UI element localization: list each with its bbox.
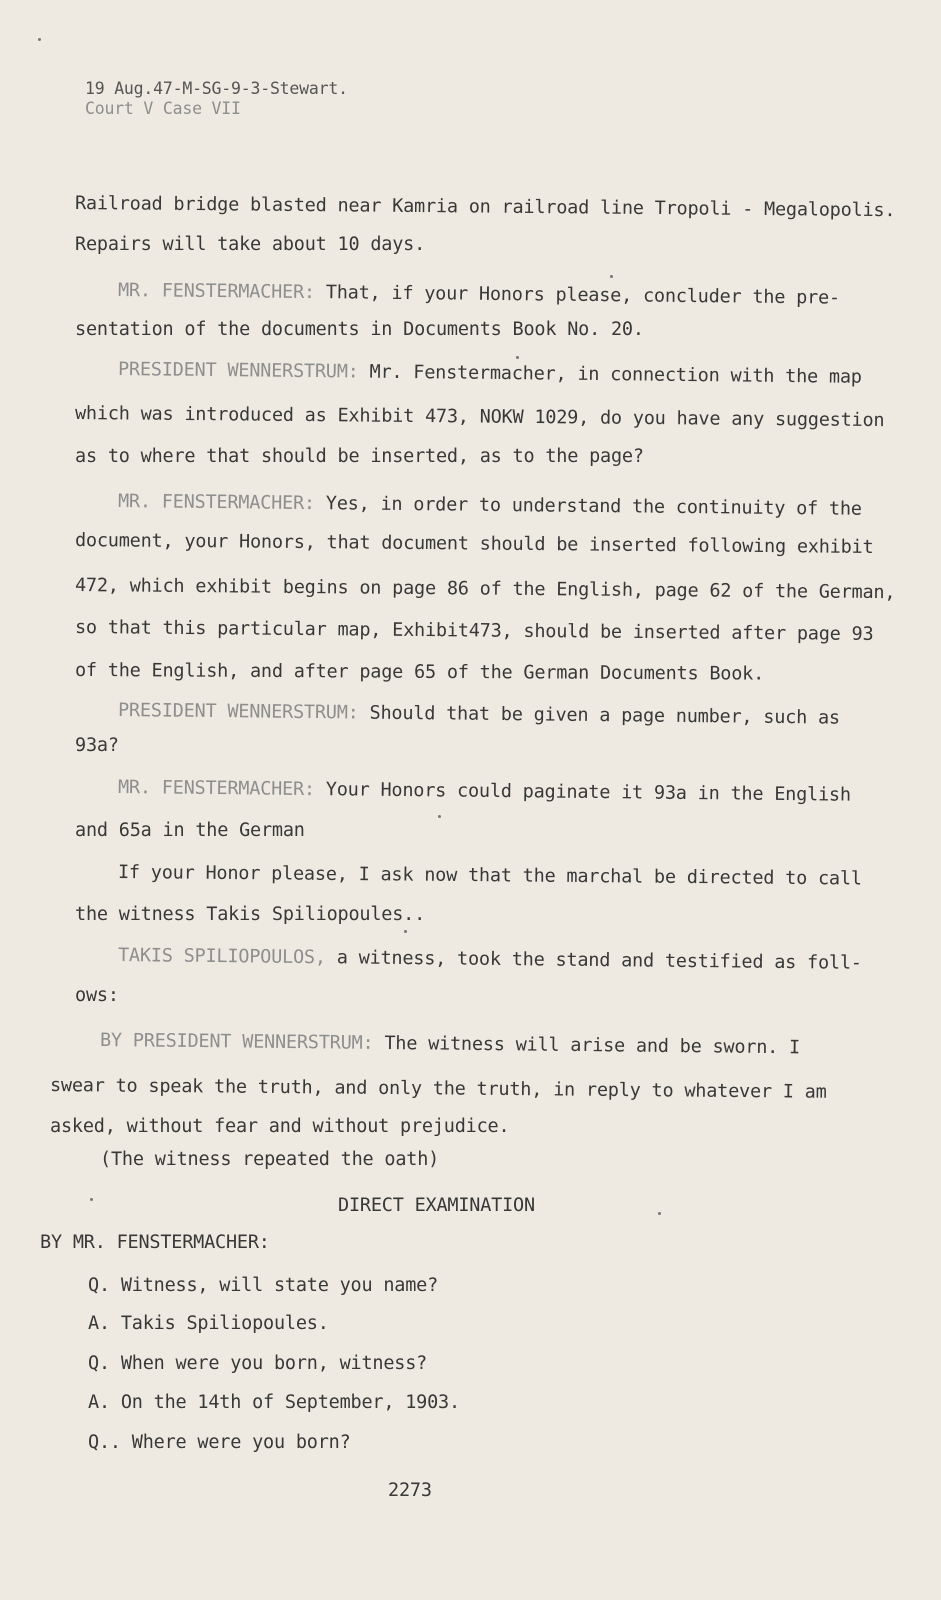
speaker-name: PRESIDENT WENNERSTRUM: [117,700,359,724]
qa-line: Q. When were you born, witness? [88,1353,428,1374]
transcript-line: Repairs will take about 10 days. [75,234,426,255]
paper-speck [516,356,519,359]
transcript-line: and 65a in the German [75,820,305,841]
paper-speck [658,1212,661,1215]
transcript-line: asked, without fear and without prejudice. [50,1116,510,1137]
header-court-case: Court V Case VII [85,99,241,118]
transcript-line: (The witness repeated the oath) [100,1149,440,1170]
transcript-line: 472, which exhibit begins on page 86 of the English, page 62 of the German, [74,575,896,604]
paper-speck [404,930,407,933]
speech-text: That, if your Honors please, concluder the pre- [314,282,840,309]
transcript-line [118,700,840,730]
examiner-line: BY MR. FENSTERMACHER: [40,1232,270,1253]
qa-line: Q. Witness, will state you name? [88,1275,439,1296]
header-reference: 19 Aug.47-M-SG-9-3-Stewart. [85,79,348,98]
paper-speck [38,38,41,41]
transcript-line [118,359,862,389]
transcript-line: sentation of the documents in Documents Book No. 20. [75,319,644,340]
transcript-line: of the English, and after page 65 of the German Documents Book. [74,660,765,685]
transcript-line: as to where that should be inserted, as to the page? [75,446,644,467]
speech-text: Should that be given a page number, such as [358,702,840,729]
transcript-line: the witness Takis Spiliopoules.. [75,904,426,925]
paper-speck [90,1198,93,1201]
transcript-line: If your Honor please, I ask now that the marchal be directed to call [117,862,862,890]
speaker-name: TAKIS SPILIOPOULOS, [117,945,326,969]
paper-speck [610,275,613,278]
transcript-line: ows: [75,985,119,1006]
transcript-line: Railroad bridge blasted near Kamria on railroad line Tropoli - Megalopolis. [74,193,896,222]
speaker-name: MR. FENSTERMACHER: [117,777,315,801]
transcript-line: 93a? [75,735,119,756]
transcript-line: swear to speak the truth, and only the truth, in reply to whatever I am [49,1075,827,1103]
section-heading: DIRECT EXAMINATION [338,1195,535,1216]
page-number: 2273 [388,1480,432,1501]
transcript-line: document, your Honors, that document should be inserted following exhibit [74,530,874,558]
qa-line: A. On the 14th of September, 1903. [88,1392,460,1413]
qa-line: Q.. Where were you born? [88,1432,351,1453]
transcript-line [118,945,862,975]
qa-line: A. Takis Spiliopoules. [88,1313,329,1334]
speaker-name: MR. FENSTERMACHER: [117,491,315,515]
paper-speck [438,815,441,818]
transcript-line [118,777,851,807]
transcript-line: which was introduced as Exhibit 473, NOKW 1029, do you have any suggestion [74,403,885,432]
speaker-name: PRESIDENT WENNERSTRUM: [117,359,359,383]
speech-text: a witness, took the stand and testified as foll- [325,947,862,974]
transcript-line [118,491,862,521]
transcript-line: so that this particular map, Exhibit473, should be inserted after page 93 [74,617,874,645]
transcript-line [100,1030,800,1059]
speech-text: Your Honors could paginate it 93a in the English [314,779,851,806]
speaker-name: MR. FENSTERMACHER: [117,280,315,304]
speech-text: The witness will arise and be sworn. I [373,1032,801,1059]
speech-text: Yes, in order to understand the continuity of the [314,493,862,520]
speech-text: Mr. Fenstermacher, in connection with the map [358,361,862,388]
speaker-name: BY PRESIDENT WENNERSTRUM: [99,1030,374,1054]
transcript-line [118,280,840,310]
